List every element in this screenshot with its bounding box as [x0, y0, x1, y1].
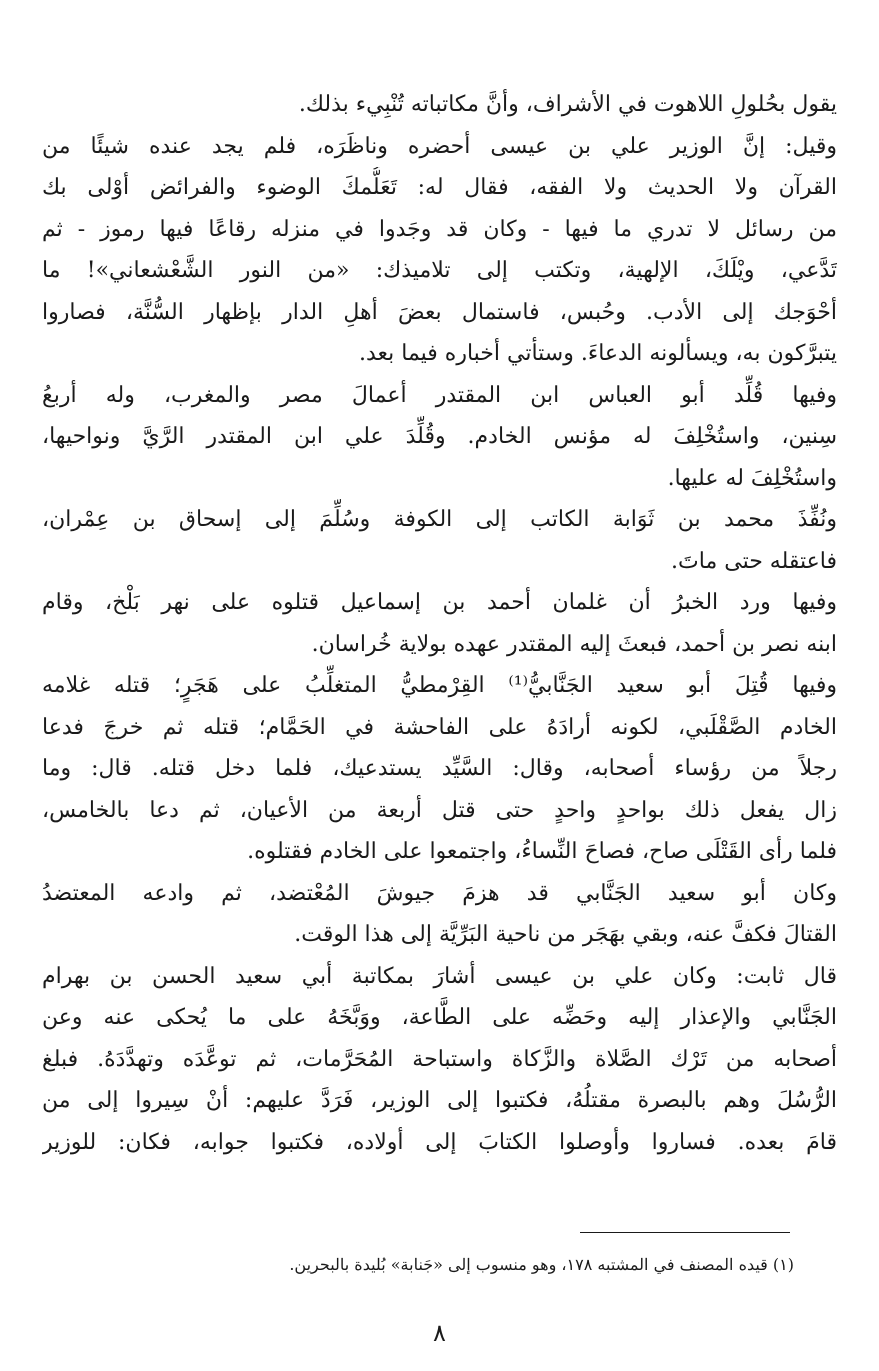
text-line: ابنه نصر بن أحمد، فبعثَ إليه المقتدر عهده بولاية خُراسان. — [311, 631, 837, 657]
text-line: رجلاً من رؤساء أصحابه، وقال: السَّيِّد يستدعيك، فلما دخل قتله. قال: وما — [42, 756, 837, 781]
text-line: سِنين، واستُخْلِفَ له مؤنس الخادم. وقُلِّدَ علي ابن المقتدر الرَّيَّ ونواحيها، — [42, 424, 837, 449]
main-text — [42, 84, 837, 1163]
footnote-divider — [580, 1232, 790, 1233]
text-line: يقول بحُلولِ اللاهوت في الأشراف، وأنَّ مكاتباته تُنْبِيء بذلك. — [298, 92, 837, 117]
text-line: الجَنَّابي والإعذار إليه وحَضِّه على الطَّاعة، ووَبَّخَهُ على ما يُحكى عنه وعن — [42, 1005, 837, 1030]
text-line: زال يفعل ذلك بواحدٍ واحدٍ حتى قتل أربعة من الأعيان، ثم دعا بالخامس، — [42, 797, 837, 823]
text-line: واستُخْلِفَ له عليها. — [667, 465, 837, 491]
text-line: وفيها ورد الخبرُ أن غلمان أحمد بن إسماعيل قتلوه على نهر بَلْخ، وقام — [42, 590, 837, 615]
text-line: قامَ بعده. فساروا وأوصلوا الكتابَ إلى أولاده، فكتبوا جوابه، فكان: للوزير — [42, 1129, 837, 1155]
text-line: الرُّسُلَ وهم بالبصرة مقتلُهُ، فكتبوا إلى الوزير، فَرَدَّ عليهم: أنْ سِيروا إلى من — [42, 1088, 837, 1113]
text-line: الخادم الصَّقْلَبي، لكونه أرادَهُ على الفاحشة في الحَمَّام؛ قتله ثم خرجَ فدعا — [42, 714, 837, 740]
text-line: فاعتقله حتى ماتَ. — [671, 548, 837, 574]
text-line: وفيها قُلِّد أبو العباس ابن المقتدر أعمالَ مصر والمغرب، وله أربعُ — [42, 382, 837, 408]
text-line: وفيها قُتِلَ أبو سعيد الجَنَّابيُّ⁽¹⁾ القِرْمطيُّ المتغلِّبُ على هَجَرٍ؛ قتله غلامه — [42, 673, 837, 698]
text-line: أصحابه من تَرْك الصَّلاة والزَّكاة واستباحة المُحَرَّمات، ثم توعَّدَه وتهدَّدَهُ. فبلغ — [42, 1046, 837, 1072]
text-line: قال ثابت: وكان علي بن عيسى أشارَ بمكاتبة أبي سعيد الحسن بن بهرام — [42, 963, 837, 989]
text-line: من رسائل لا تدري ما فيها - وكان قد وجَدوا في منزله رقاعًا فيها رموز - ثم — [42, 216, 837, 242]
text-line: يتبرَّكون به، ويسألونه الدعاءَ. وستأتي أخباره فيما بعد. — [358, 341, 837, 366]
text-line: القرآن ولا الحديث ولا الفقه، فقال له: تَعَلُّمكَ الوضوء والفرائض أوْلى بك — [42, 175, 837, 200]
text-line: القتالَ فكفَّ عنه، وبقي بهَجَر من ناحية البَرِّيَّة إلى هذا الوقت. — [294, 922, 837, 947]
text-line: أحْوَجك إلى الأدب. وحُبس، فاستمال بعضَ أهلِ الدار بإظهار السُّنَّة، فصاروا — [42, 299, 837, 325]
text-line: تَدَّعي، ويْلَكَ، الإلهية، وتكتب إلى تلاميذك: «من النور الشَّعْشعاني»! ما — [42, 258, 837, 283]
text-line: فلما رأى القَتْلَى صاح، فصاحَ النِّساءُ، واجتمعوا على الخادم فقتلوه. — [247, 839, 837, 864]
text-line: وكان أبو سعيد الجَنَّابي قد هزمَ جيوشَ المُعْتضد، ثم وادعه المعتضدُ — [42, 880, 837, 906]
page-number: ٨ — [433, 1319, 446, 1347]
text-line: ونُفِّذَ محمد بن ثَوَابة الكاتب إلى الكوفة وسُلِّمَ إلى إسحاق بن عِمْران، — [42, 507, 837, 532]
text-line: وقيل: إنَّ الوزير علي بن عيسى أحضره وناظَرَه، فلم يجد عنده شيئًا من — [42, 133, 837, 159]
footnote: (١) قيده المصنف في المشتبه ١٧٨، وهو منسوب إلى «جَنابة» بُليدة بالبحرين. — [289, 1255, 794, 1274]
